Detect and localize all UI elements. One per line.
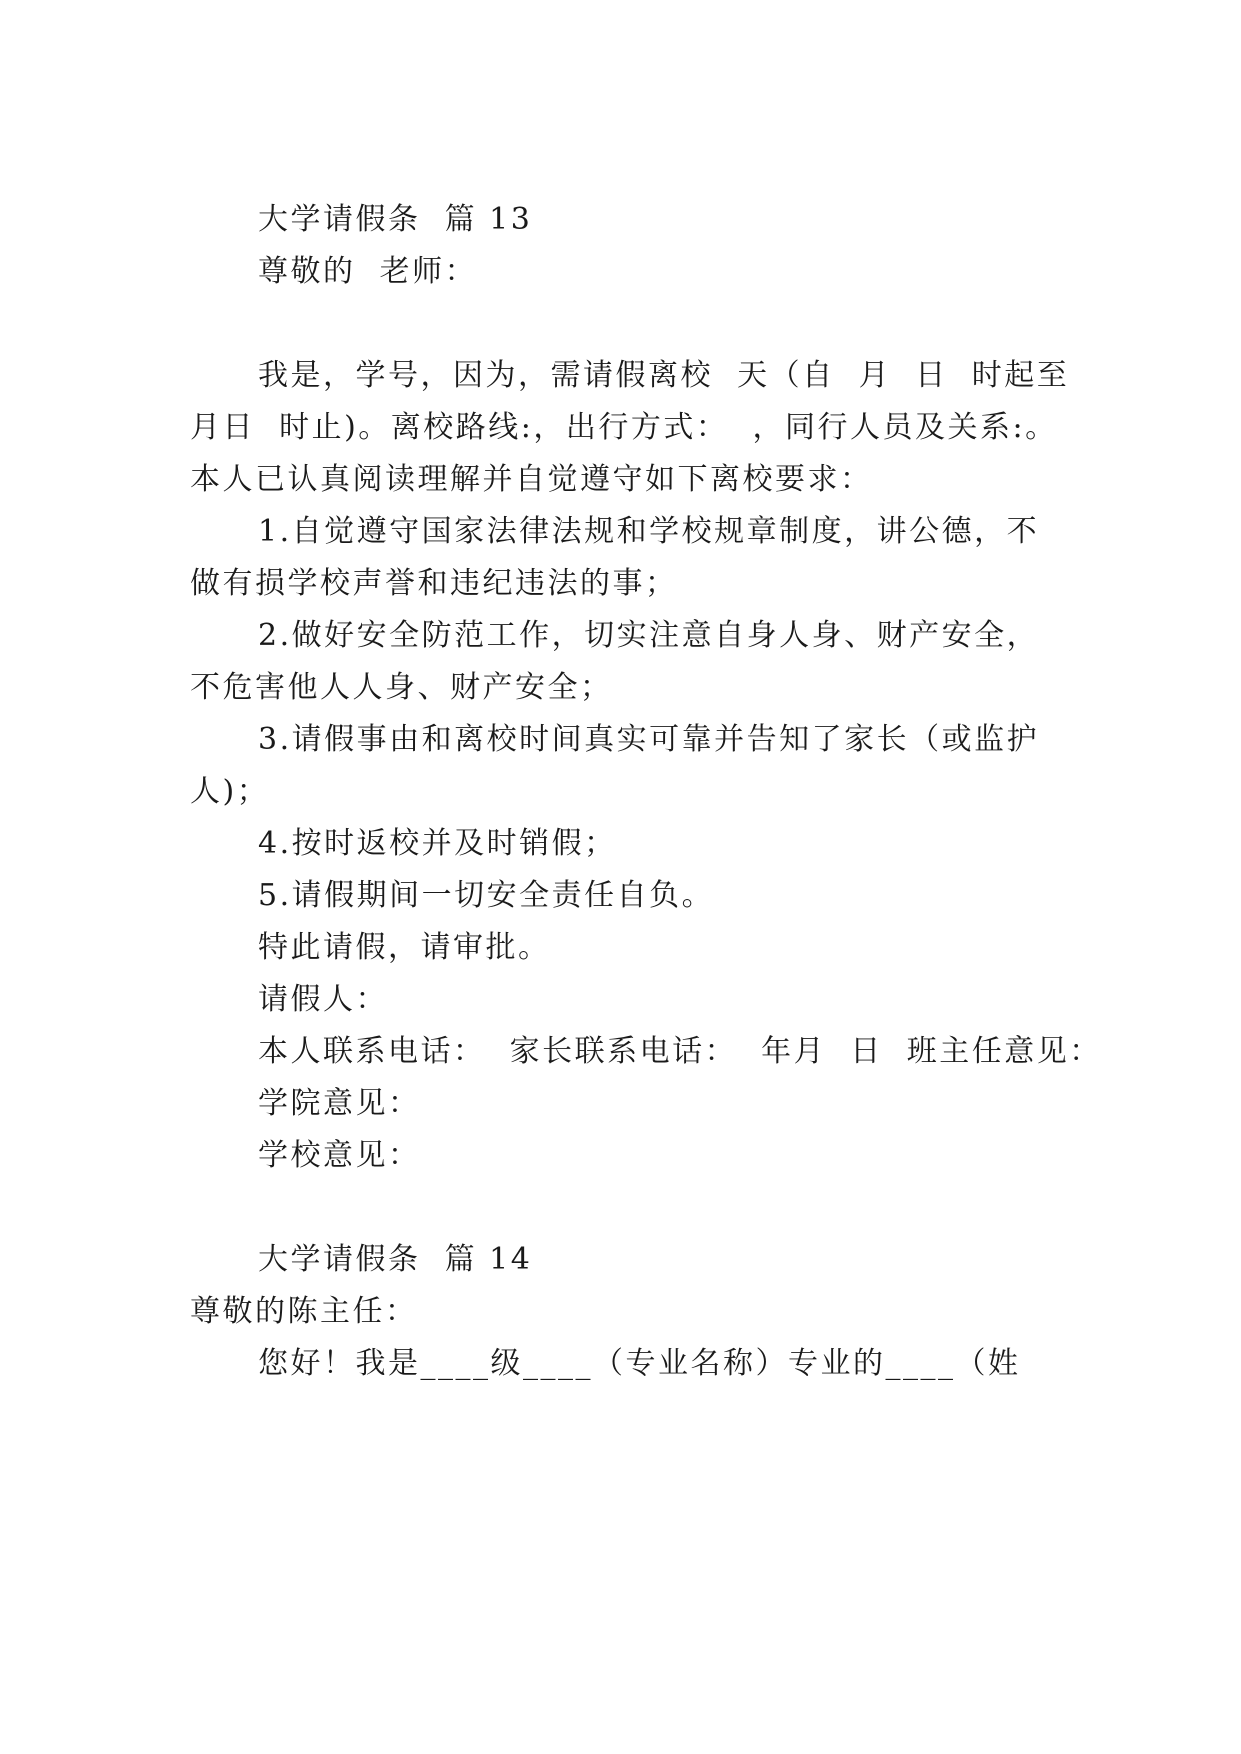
section-14-title: 大学请假条 篇 14 (258, 1242, 533, 1277)
section-13-salutation: 尊敬的 老师： (258, 254, 478, 289)
section-14-body-line-1: 您好！我是____级____（专业名称）专业的____（姓 (258, 1346, 1021, 1381)
section-13-item-2-line-1: 2.做好安全防范工作，切实注意自身人身、财产安全， (258, 618, 1040, 653)
section-13-closing: 特此请假，请审批。 (258, 930, 551, 965)
section-13-item-5: 5.请假期间一切安全责任自负。 (258, 878, 715, 913)
section-13-body-line-3: 本人已认真阅读理解并自觉遵守如下离校要求： (190, 462, 873, 497)
section-13-title: 大学请假条 篇 13 (258, 202, 533, 237)
section-13-item-3-line-2: 人)； (190, 774, 270, 809)
section-13-school-opinion: 学校意见： (258, 1138, 421, 1173)
section-13-item-2-line-2: 不危害他人人身、财产安全； (190, 670, 613, 705)
section-13-college-opinion: 学院意见： (258, 1086, 421, 1121)
section-13-body-line-1: 我是，学号，因为，需请假离校 天（自 月 日 时起至 (258, 358, 1070, 393)
section-13-applicant: 请假人： (258, 982, 388, 1017)
section-13-item-3-line-1: 3.请假事由和离校时间真实可靠并告知了家长（或监护 (258, 722, 1040, 757)
section-13-item-1-line-2: 做有损学校声誉和违纪违法的事； (190, 566, 678, 601)
section-13-body-line-2: 月日 时止)。离校路线:，出行方式： ，同行人员及关系:。 (190, 410, 1058, 445)
section-14-salutation: 尊敬的陈主任： (190, 1294, 418, 1329)
section-13-item-4: 4.按时返校并及时销假； (258, 826, 617, 861)
section-13-contacts: 本人联系电话： 家长联系电话： 年月 日 班主任意见： (258, 1034, 1102, 1069)
section-13-item-1-line-1: 1.自觉遵守国家法律法规和学校规章制度，讲公德，不 (258, 514, 1040, 549)
